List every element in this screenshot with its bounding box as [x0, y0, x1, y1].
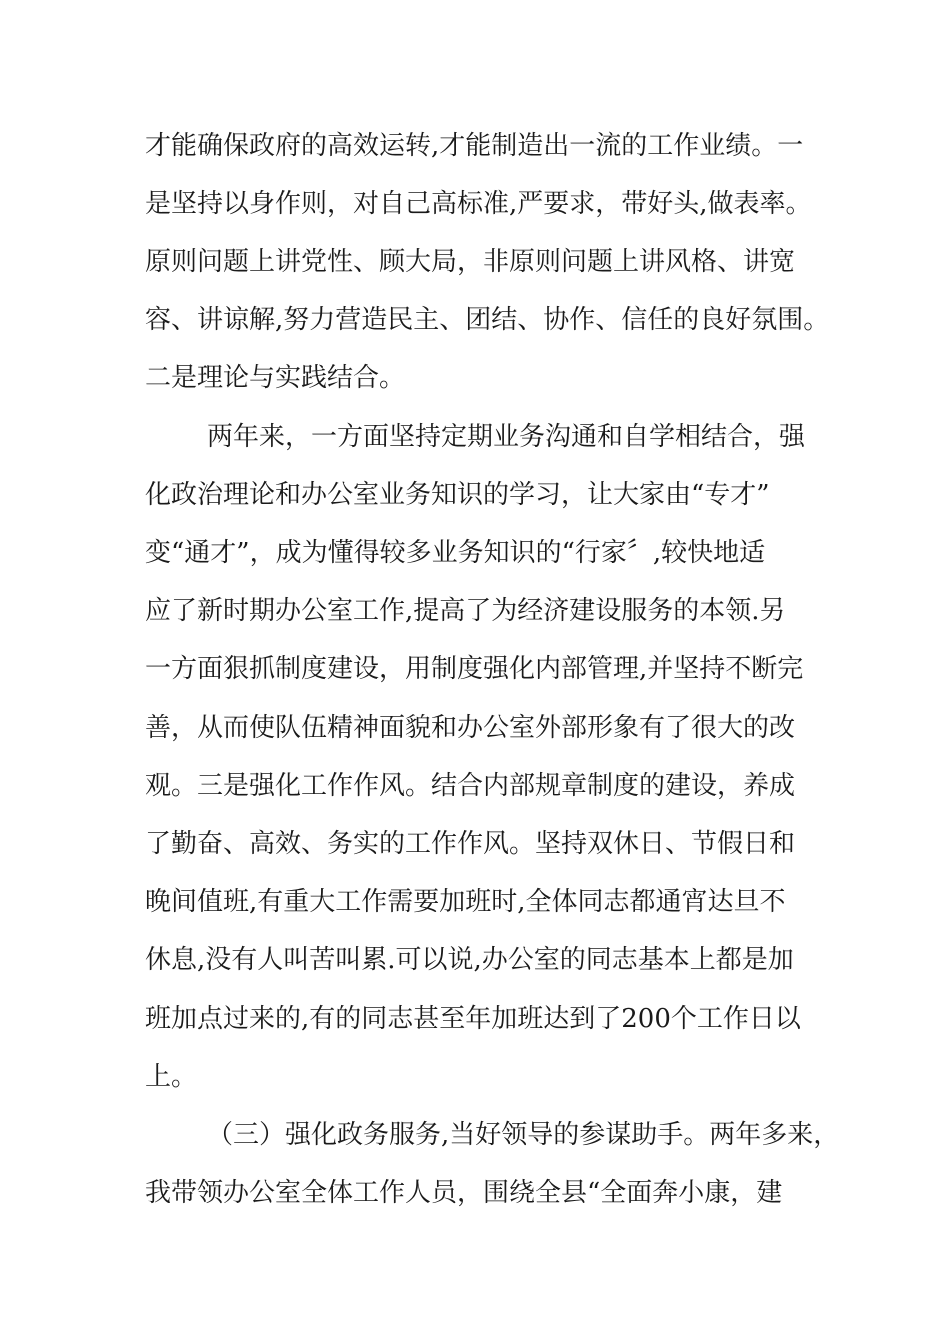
text-line-9: 应了新时期办公室工作,提高了为经济建设服务的本领.另 — [145, 596, 786, 626]
text-line-17: 上。 — [145, 1062, 198, 1092]
text-line-10: 一方面狠抓制度建设，用制度强化内部管理,并坚持不断完 — [145, 654, 804, 684]
text-line-4: 容、讲谅解,努力营造民主、团结、协作、信任的良好氛围。 — [145, 305, 830, 335]
text-line-11: 善，从而使队伍精神面貌和办公室外部形象有了很大的改 — [145, 713, 796, 743]
text-line-2: 是坚持以身作则，对自己高标准,严要求，带好头,做表率。 — [145, 189, 812, 219]
text-line-16: 班加点过来的,有的同志甚至年加班达到了200个工作日以 — [145, 1004, 801, 1034]
text-line-12: 观。三是强化工作作风。结合内部规章制度的建设，养成 — [145, 771, 796, 801]
text-line-7: 化政治理论和办公室业务知识的学习，让大家由“专才” — [145, 480, 770, 510]
text-line-19: 我带领办公室全体工作人员，围绕全县“全面奔小康，建 — [145, 1178, 783, 1208]
text-line-5: 二是理论与实践结合。 — [145, 363, 406, 393]
text-line-13: 了勤奋、高效、务实的工作作风。坚持双休日、节假日和 — [145, 829, 796, 859]
text-line-14: 晚间值班,有重大工作需要加班时,全体同志都通宵达旦不 — [145, 887, 786, 917]
text-line-3: 原则问题上讲党性、顾大局，非原则问题上讲风格、讲宽 — [145, 247, 796, 277]
text-line-18: （三）强化政务服务,当好领导的参谋助手。两年多来， — [207, 1120, 840, 1150]
text-line-1: 才能确保政府的高效运转,才能制造出一流的工作业绩。一 — [145, 131, 804, 161]
text-line-6: 两年来，一方面坚持定期业务沟通和自学相结合，强 — [207, 422, 806, 452]
text-line-15: 休息,没有人叫苦叫累.可以说,办公室的同志基本上都是加 — [145, 945, 794, 975]
text-line-8: 变“通才”，成为懂得较多业务知识的“行家〞,较快地适 — [145, 538, 766, 568]
